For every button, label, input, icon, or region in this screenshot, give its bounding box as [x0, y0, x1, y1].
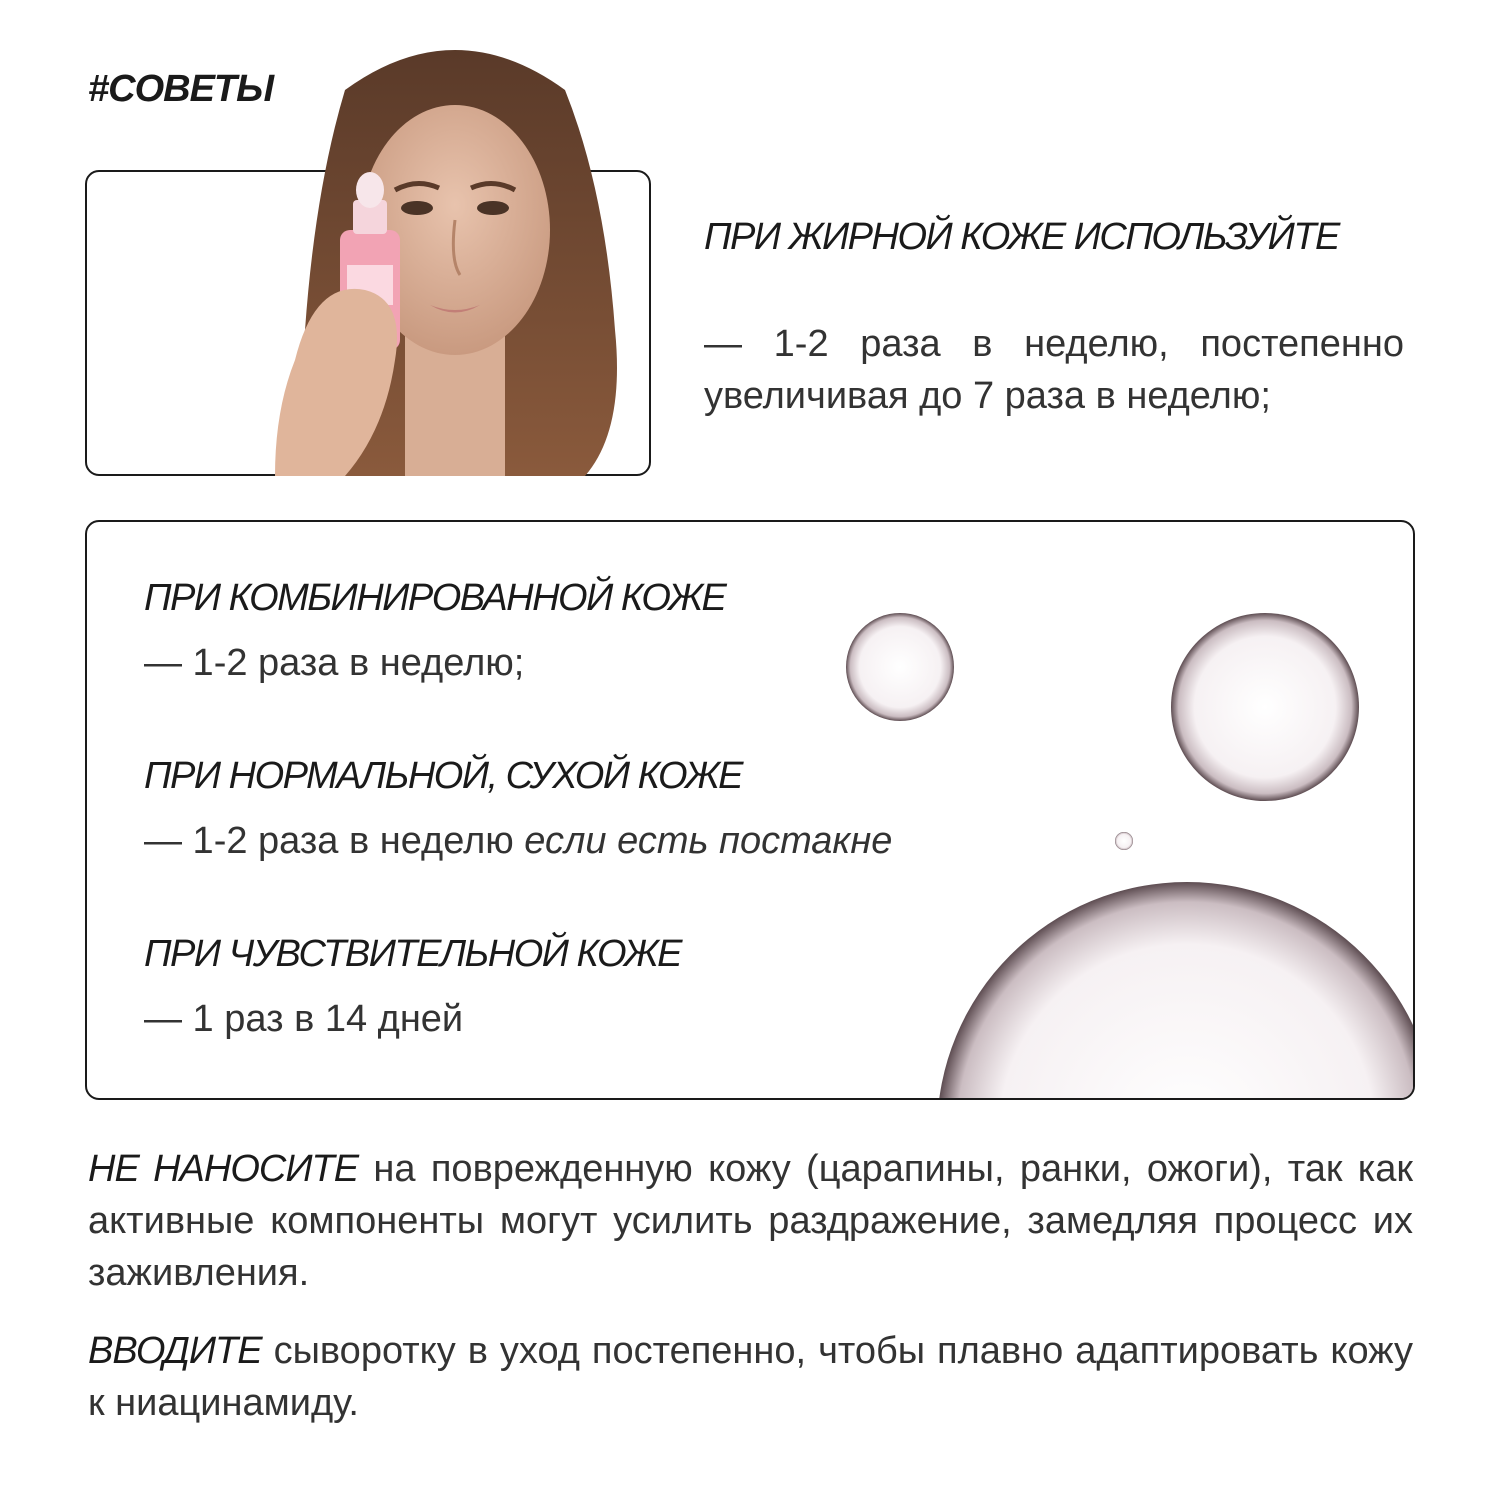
warning-text: на поврежденную кожу (царапины, ранки, ожоги), так как активные компоненты могут усилить раздражение, замедляя процесс их заживления.	[88, 1148, 1413, 1294]
skin-type-title: ПРИ НОРМАЛЬНОЙ, СУХОЙ КОЖЕ	[144, 755, 743, 797]
skin-type-title: ПРИ КОМБИНИРОВАННОЙ КОЖЕ	[144, 577, 726, 619]
skin-type-combined	[144, 577, 725, 685]
warning-introduce	[88, 1325, 1413, 1429]
skin-types-card	[85, 520, 1415, 1100]
warning-text: сыворотку в уход постепенно, чтобы плавно адаптировать кожу к ниацинамиду.	[88, 1330, 1413, 1424]
hashtag-title: #СОВЕТЫ	[88, 68, 274, 110]
skin-type-sensitive	[144, 933, 681, 1041]
skin-type-desc	[144, 820, 892, 863]
warning-do-not-apply	[88, 1143, 1413, 1299]
skin-type-desc-note: если есть постакне	[524, 820, 893, 862]
model-photo	[255, 30, 655, 476]
skin-type-normal-dry	[144, 755, 892, 863]
oily-skin-desc: — 1-2 раза в неделю, постепенно увеличивая до 7 раза в неделю;	[704, 323, 1404, 417]
skin-type-desc: — 1 раз в 14 дней	[144, 998, 464, 1040]
warning-lead: НЕ НАНОСИТЕ	[88, 1148, 359, 1190]
skin-type-title: ПРИ ЧУВСТВИТЕЛЬНОЙ КОЖЕ	[144, 933, 681, 975]
skin-type-desc-text: — 1-2 раза в неделю	[144, 820, 525, 862]
warning-lead: ВВОДИТЕ	[88, 1330, 262, 1372]
oily-skin-title: ПРИ ЖИРНОЙ КОЖЕ ИСПОЛЬЗУЙТЕ	[704, 216, 1339, 258]
skin-type-desc: — 1-2 раза в неделю;	[144, 642, 525, 684]
